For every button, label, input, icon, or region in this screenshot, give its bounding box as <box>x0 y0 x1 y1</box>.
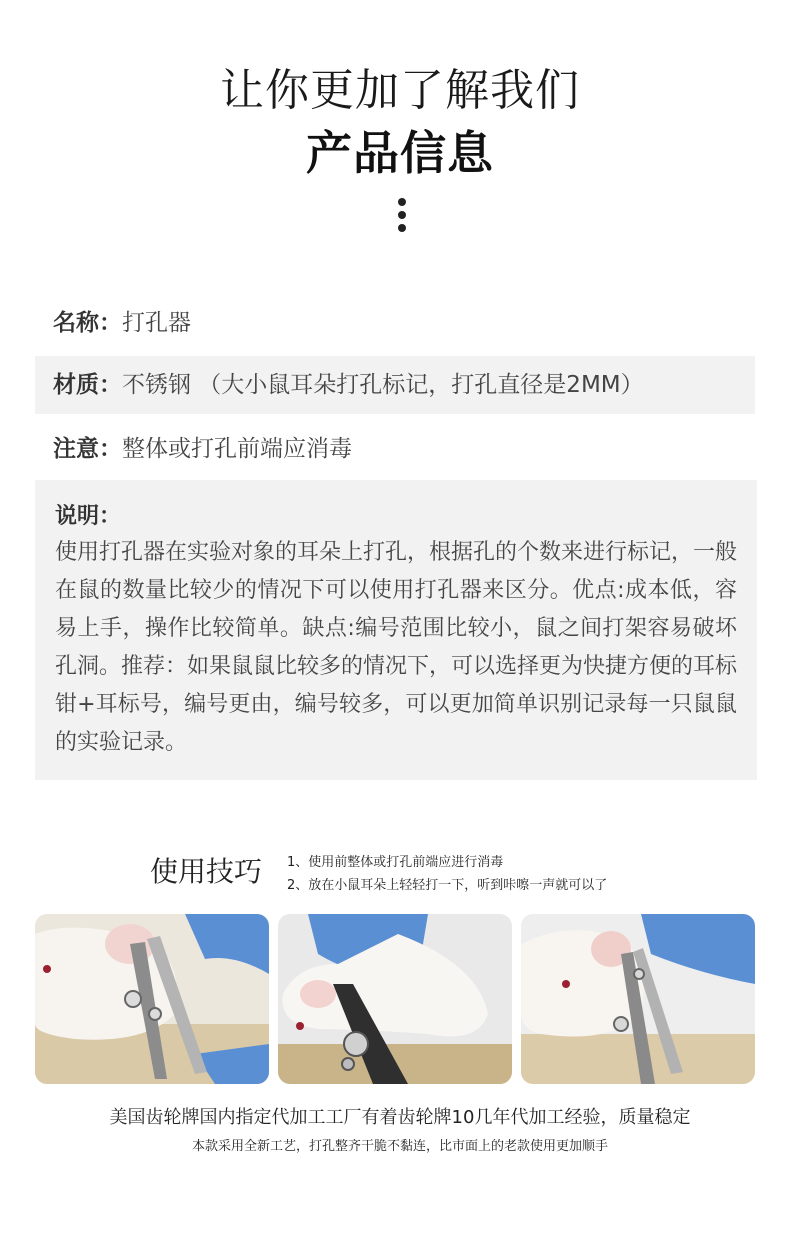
mouse-ear-punch-photo <box>278 914 512 1084</box>
name-label: 名称： <box>53 310 122 336</box>
note-label: 注意： <box>53 436 122 462</box>
note-value: 整体或打孔前端应消毒 <box>122 436 352 462</box>
vertical-dots-icon <box>397 198 407 237</box>
material-label: 材质： <box>53 372 122 398</box>
page-title: 产品信息 <box>306 126 494 180</box>
mouse-ear-punch-photo <box>35 914 269 1084</box>
info-row-name <box>35 294 755 352</box>
info-row-note <box>35 420 755 478</box>
footer-line-2: 本款采用全新工艺，打孔整齐干脆不黏连，比市面上的老款使用更加顺手 <box>191 1139 608 1154</box>
page-subtitle: 让你更加了解我们 <box>220 65 580 116</box>
description-panel <box>35 480 757 780</box>
description-label: 说明： <box>55 504 122 529</box>
page-header <box>0 62 800 184</box>
material-value: 不锈钢 （大小鼠耳朵打孔标记，打孔直径是2MM） <box>122 372 644 398</box>
mouse-ear-punch-photo <box>521 914 755 1084</box>
tip-item: 1、使用前整体或打孔前端应进行消毒 <box>287 855 504 870</box>
photo-strip <box>35 914 755 1084</box>
tips-list <box>287 851 607 897</box>
description-text: 使用打孔器在实验对象的耳朵上打孔，根据孔的个数来进行标记，一般在鼠的数量比较少的情况下可以使用打孔器来区分。优点:成本低，容易上手，操作比较简单。缺点:编号范围比较小，鼠之间打架容易破坏孔洞。推荐：如果鼠鼠比较多的情况下，可以选择更为快捷方便的耳标钳+耳标号，编号更由，编号较多，可以更加简单识别记录每一只鼠鼠的实验记录。 <box>55 540 738 755</box>
tip-item: 2、放在小鼠耳朵上轻轻打一下，听到咔嚓一声就可以了 <box>287 878 608 893</box>
tips-title: 使用技巧 <box>150 855 263 888</box>
footer-line-1: 美国齿轮牌国内指定代加工工厂有着齿轮牌10几年代加工经验，质量稳定 <box>109 1107 691 1128</box>
usage-tips <box>150 848 790 898</box>
info-row-material <box>35 356 755 414</box>
name-value: 打孔器 <box>122 310 191 336</box>
